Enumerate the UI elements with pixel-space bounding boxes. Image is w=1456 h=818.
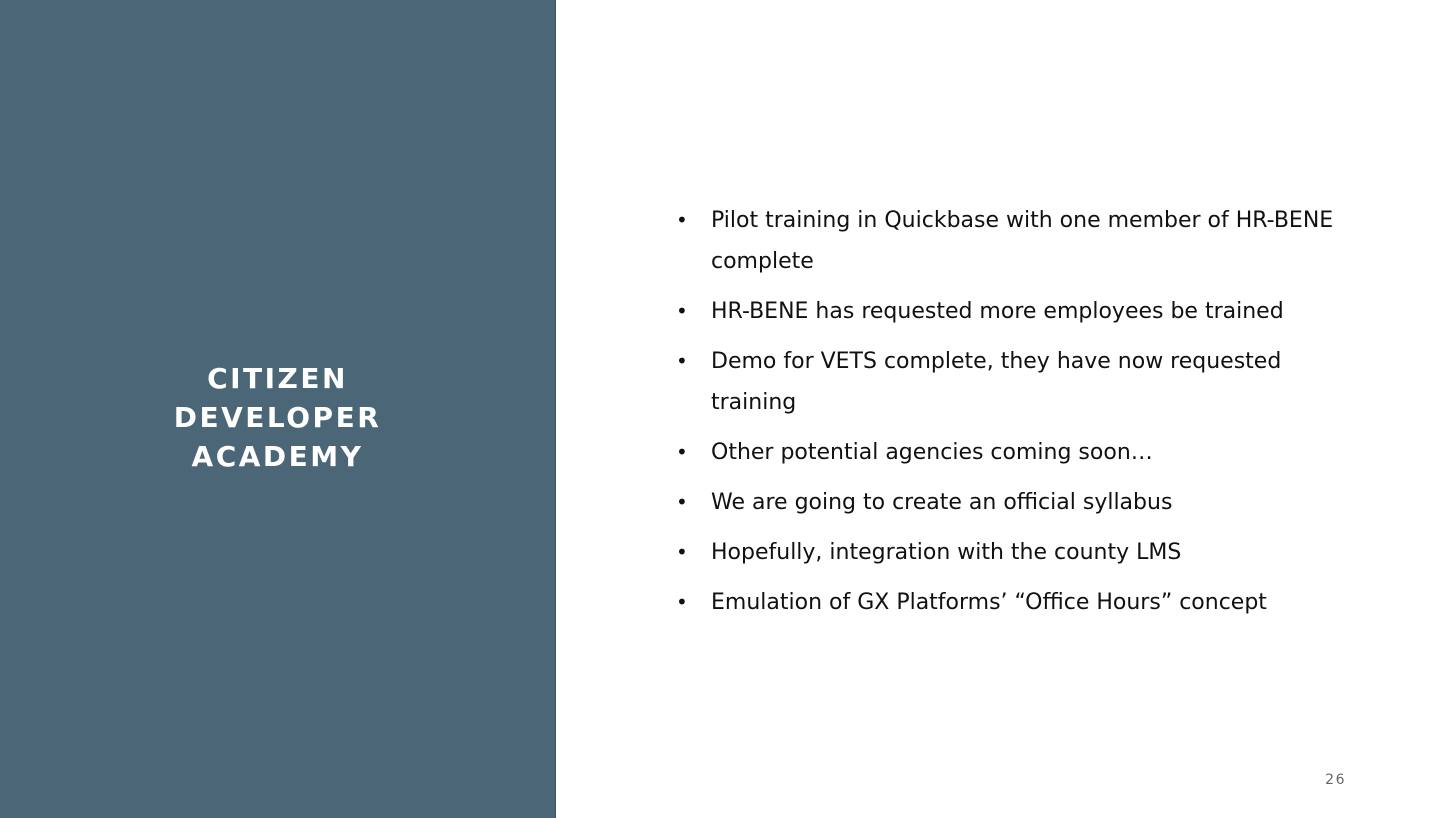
title-line: DEVELOPER bbox=[173, 400, 382, 434]
bullet-item bbox=[676, 582, 1336, 623]
title-line: ACADEMY bbox=[191, 439, 364, 473]
bullet-icon: • bbox=[676, 440, 688, 464]
bullet-text: Demo for VETS complete, they have now requested training bbox=[711, 349, 1282, 415]
bullet-item bbox=[676, 432, 1336, 473]
bullet-text: We are going to create an official syllabus bbox=[711, 490, 1173, 515]
bullet-item bbox=[676, 200, 1336, 282]
bullet-icon: • bbox=[676, 299, 688, 323]
bullet-icon: • bbox=[676, 349, 688, 373]
bullet-text: Emulation of GX Platforms’ “Office Hours” concept bbox=[711, 590, 1267, 615]
bullet-icon: • bbox=[676, 208, 688, 232]
bullet-item bbox=[676, 532, 1336, 573]
bullet-icon: • bbox=[676, 590, 688, 614]
bullet-icon: • bbox=[676, 540, 688, 564]
bullet-text: Pilot training in Quickbase with one member of HR-BENE complete bbox=[711, 208, 1334, 274]
page-number: 26 bbox=[1325, 772, 1346, 788]
bullet-text: HR-BENE has requested more employees be trained bbox=[711, 299, 1284, 324]
bullet-item bbox=[676, 341, 1336, 423]
bullet-text: Other potential agencies coming soon… bbox=[711, 440, 1153, 465]
slide-title bbox=[0, 359, 555, 476]
bullet-item bbox=[676, 482, 1336, 523]
bullet-icon: • bbox=[676, 490, 688, 514]
side-panel bbox=[0, 0, 556, 818]
bullet-item bbox=[676, 291, 1336, 332]
bullet-list bbox=[676, 200, 1336, 632]
title-line: CITIZEN bbox=[207, 361, 348, 395]
bullet-text: Hopefully, integration with the county LMS bbox=[711, 540, 1182, 565]
